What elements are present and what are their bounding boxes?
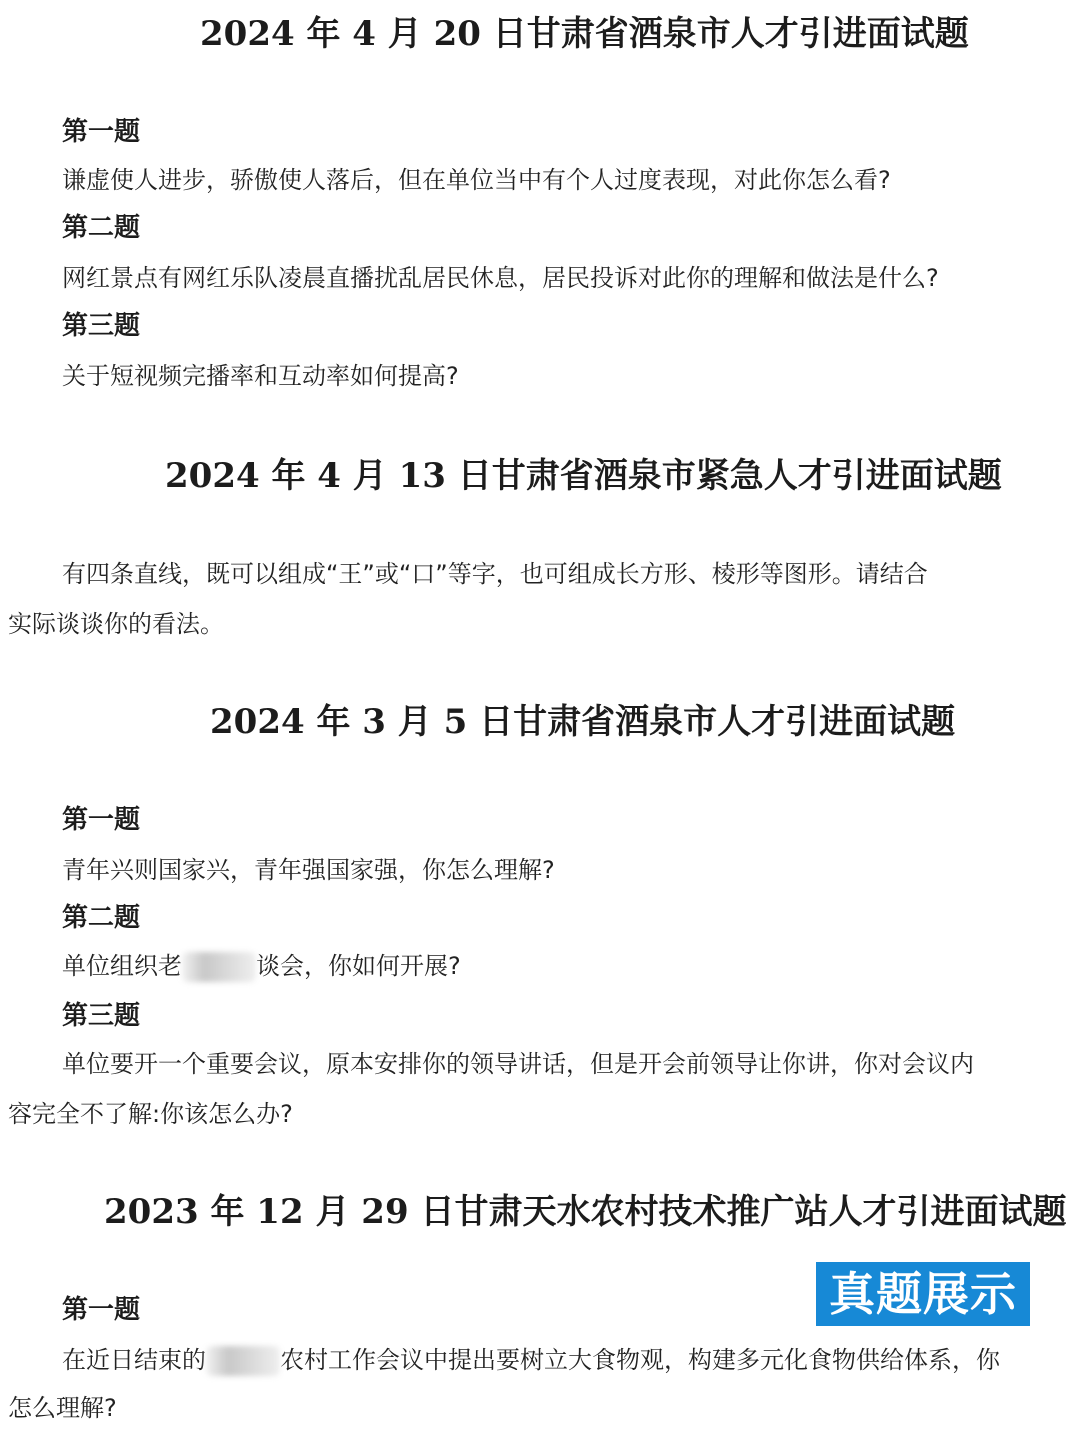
s3-q1-text: 青年兴则国家兴，青年强国家强，你怎么理解? (62, 856, 555, 884)
s1-q2-label: 第二题 (62, 213, 141, 243)
s2-paragraph-line2: 实际谈谈你的看法。 (8, 610, 224, 638)
s3-q2-text (62, 950, 461, 982)
s1-q1-label: 第一题 (62, 117, 141, 147)
s3-q3-line1: 单位要开一个重要会议，原本安排你的领导讲话，但是开会前领导让你讲，你对会议内 (62, 1050, 974, 1078)
s1-q2-text: 网红景点有网红乐队凌晨直播扰乱居民休息，居民投诉对此你的理解和做法是什么? (62, 264, 939, 292)
section-2-title: 2024 年 4 月 13 日甘肃省酒泉市紧急人才引进面试题 (165, 456, 1002, 496)
s2-paragraph-line1: 有四条直线，既可以组成“王”或“口”等字，也可组成长方形、棱形等图形。请结合 (62, 560, 928, 588)
s4-q1-label: 第一题 (62, 1295, 141, 1325)
redaction-blur (182, 952, 256, 982)
s4-q1-line2: 怎么理解? (8, 1394, 117, 1422)
s4-q1-text-after: 农村工作会议中提出要树立大食物观，构建多元化食物供给体系，你 (280, 1346, 1000, 1374)
zhenti-badge: 真题展示 (816, 1262, 1030, 1326)
s1-q1-text: 谦虚使人进步，骄傲使人落后，但在单位当中有个人过度表现，对此你怎么看? (62, 166, 891, 194)
s3-q1-label: 第一题 (62, 805, 141, 835)
s3-q2-text-after: 谈会，你如何开展? (256, 952, 461, 980)
s3-q3-line2: 容完全不了解:你该怎么办? (8, 1100, 293, 1128)
redaction-blur (206, 1346, 280, 1376)
s3-q2-text-before: 单位组织老 (62, 952, 182, 980)
s4-q1-text-before: 在近日结束的 (62, 1346, 206, 1374)
s3-q2-label: 第二题 (62, 903, 141, 933)
s1-q3-label: 第三题 (62, 311, 141, 341)
s1-q3-text: 关于短视频完播率和互动率如何提高? (62, 362, 459, 390)
section-1-title: 2024 年 4 月 20 日甘肃省酒泉市人才引进面试题 (200, 14, 969, 54)
s4-q1-text (62, 1344, 1000, 1376)
section-4-title: 2023 年 12 月 29 日甘肃天水农村技术推广站人才引进面试题 (104, 1192, 1067, 1232)
s3-q3-label: 第三题 (62, 1001, 141, 1031)
section-3-title: 2024 年 3 月 5 日甘肃省酒泉市人才引进面试题 (210, 702, 956, 742)
